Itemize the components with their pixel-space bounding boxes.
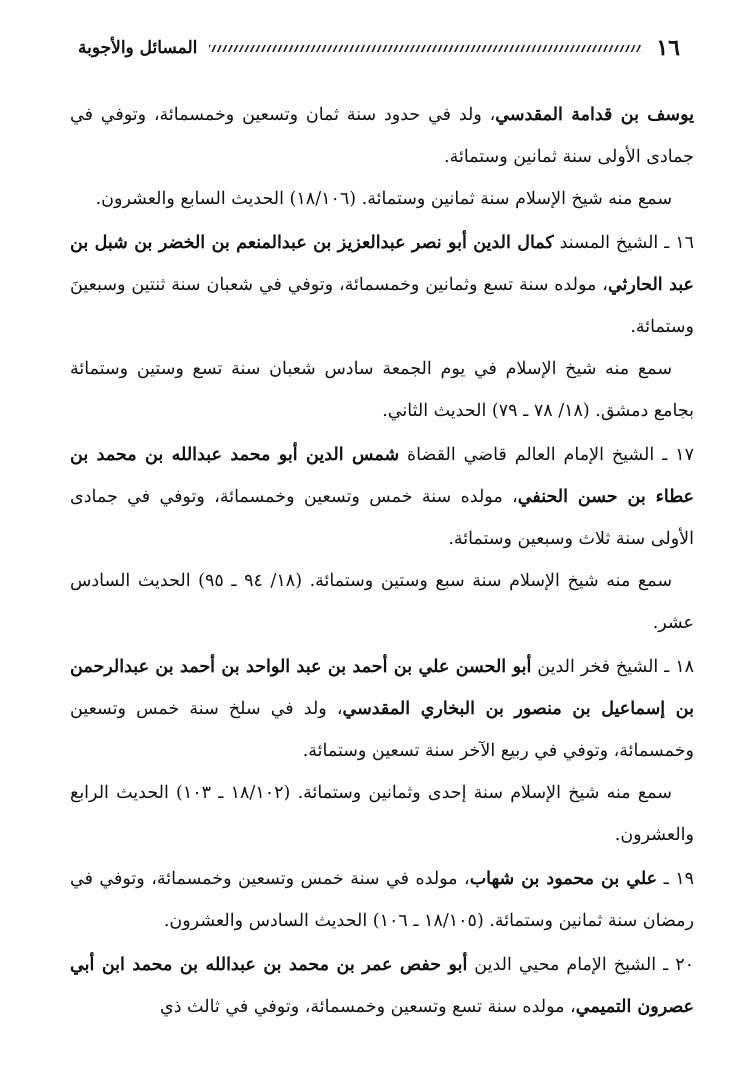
bio-paragraph (70, 944, 694, 1028)
bio-text: ، ولد في سلخ سنة خمس وتسعين وخمسمائة، وتوفي في ربيع الآخر سنة تسعين وستمائة. (70, 699, 694, 761)
bio-name: أبو الحسن علي بن أحمد بن عبد الواحد بن أحمد بن عبدالرحمن بن إسماعيل بن منصور بن البخاري المقدسي (70, 657, 694, 719)
bio-paragraph (70, 646, 694, 772)
bio-text: ١٩ ـ (657, 869, 694, 889)
bio-text: ، ولد في حدود سنة ثمان وتسعين وخمسمائة، وتوفي في جمادى الأولى سنة ثمانين وستمائة. (70, 105, 694, 167)
bio-paragraph (70, 94, 694, 178)
bio-text: ، مولده في سنة خمس وتسعين وخمسمائة، وتوفي في رمضان سنة ثمانين وستمائة. (١٨/١٠٥ ـ ١٠٦) الحديث السادس والعشرون. (70, 869, 694, 931)
bio-text: ١٦ ـ الشيخ المسند (553, 233, 694, 253)
bio-name: علي بن محمود بن شهاب (469, 869, 658, 889)
bio-text: ١٧ ـ الشيخ الإمام العالم قاضي القضاة (399, 445, 694, 465)
bio-paragraph (70, 434, 694, 560)
bio-text: ، مولده سنة خمس وتسعين وخمسمائة، وتوفي في جمادى الأولى سنة ثلاث وسبعين وستمائة. (70, 487, 694, 549)
running-title: المسائل والأجوبة (78, 38, 198, 58)
bio-text: ، مولده سنة تسع وتسعين وخمسمائة، وتوفي في ثالث ذي (160, 997, 576, 1017)
bio-name: شمس الدين أبو محمد عبدالله بن محمد بن عطاء بن حسن الحنفي (70, 445, 695, 507)
page-number: ١٦ (656, 35, 680, 61)
header-hatch-rule (209, 45, 642, 52)
bio-name: يوسف بن قدامة المقدسي (495, 105, 694, 125)
bio-name: أبو حفص عمر بن محمد بن عبدالله بن محمد ابن أبي عصرون التميمي (70, 955, 694, 1017)
note-paragraph: سمع منه شيخ الإسلام سنة ثمانين وستمائة. (١٨/١٠٦) الحديث السابع والعشرون. (95, 189, 672, 209)
note-paragraph: سمع منه شيخ الإسلام سنة سبع وستين وستمائة. (١٨/ ٩٤ ـ ٩٥) الحديث السادس عشر. (70, 571, 694, 633)
page-header (78, 28, 688, 68)
bio-paragraph (70, 858, 694, 942)
bio-text: ، مولده سنة تسع وثمانين وخمسمائة، وتوفي في شعبان سنة ثنتين وسبعينَ وستمائة. (70, 275, 694, 337)
note-paragraph: سمع منه شيخ الإسلام سنة إحدى وثمانين وستمائة. (١٨/١٠٢ ـ ١٠٣) الحديث الرابع والعشرون. (70, 783, 694, 845)
bio-text: ١٨ ـ الشيخ فخر الدين (531, 657, 695, 677)
bio-text: ٢٠ ـ الشيخ الإمام محيي الدين (467, 955, 694, 975)
page-body (70, 94, 694, 1028)
note-paragraph: سمع منه شيخ الإسلام في يوم الجمعة سادس شعبان سنة تسع وستين وستمائة بجامع دمشق. (١٨/ ٧٨ ـ ٧٩) الحديث الثاني. (70, 359, 694, 421)
bio-paragraph (70, 222, 694, 348)
bio-name: كمال الدين أبو نصر عبدالعزيز بن عبدالمنعم بن الخضر بن شبل بن عبد الحارثي (70, 233, 694, 295)
